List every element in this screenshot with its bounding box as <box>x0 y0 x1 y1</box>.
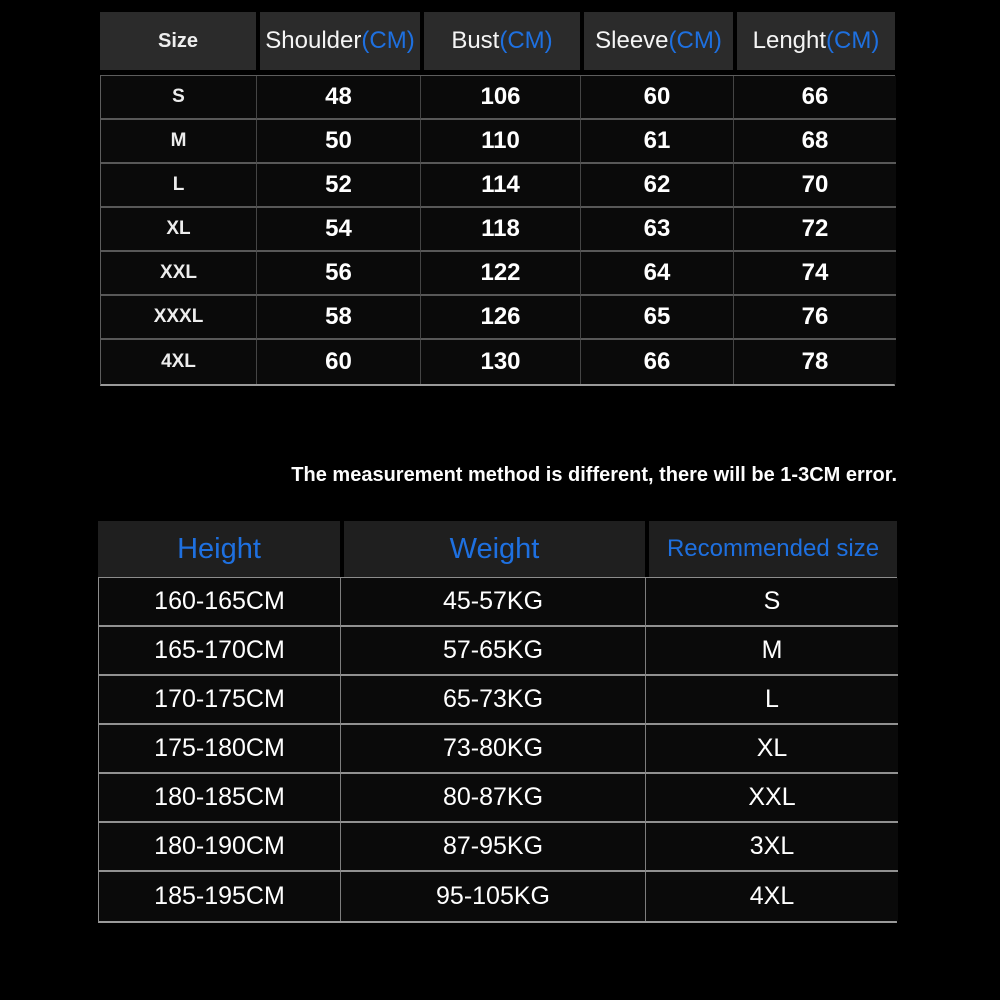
size-cell: 4XL <box>101 340 257 384</box>
size-cell: S <box>101 76 257 120</box>
shoulder-unit-label: (CM) <box>361 27 415 54</box>
fit-table-body <box>98 577 897 923</box>
bust-cell: 122 <box>421 252 581 296</box>
sleeve-unit-label: (CM) <box>668 27 722 54</box>
length-cell: 74 <box>734 252 896 296</box>
shoulder-cell: 54 <box>257 208 421 252</box>
length-cell: 70 <box>734 164 896 208</box>
bust-cell: 110 <box>421 120 581 164</box>
recommended-size-cell: XL <box>646 725 898 774</box>
weight-cell: 95-105KG <box>341 872 646 921</box>
size-column-header <box>100 12 256 70</box>
recommended-size-column-header: Recommended size <box>645 521 897 577</box>
measurement-error-note: The measurement method is different, there will be 1-3CM error. <box>291 464 897 486</box>
bust-column-header: Bust (CM) <box>420 12 580 70</box>
shoulder-cell: 48 <box>257 76 421 120</box>
recommended-size-cell: 4XL <box>646 872 898 921</box>
weight-cell: 87-95KG <box>341 823 646 872</box>
size-table-header-row <box>100 12 895 70</box>
weight-cell: 57-65KG <box>341 627 646 676</box>
weight-cell: 45-57KG <box>341 578 646 627</box>
bust-cell: 118 <box>421 208 581 252</box>
size-cell: XL <box>101 208 257 252</box>
height-column-header: Height <box>98 521 340 577</box>
bust-cell: 106 <box>421 76 581 120</box>
shoulder-cell: 58 <box>257 296 421 340</box>
size-cell: L <box>101 164 257 208</box>
sleeve-column-header: Sleeve (CM) <box>580 12 733 70</box>
shoulder-cell: 60 <box>257 340 421 384</box>
height-cell: 180-190CM <box>99 823 341 872</box>
length-cell: 66 <box>734 76 896 120</box>
bust-unit-label: (CM) <box>499 27 553 54</box>
length-cell: 78 <box>734 340 896 384</box>
height-cell: 165-170CM <box>99 627 341 676</box>
recommended-size-table <box>98 521 897 923</box>
size-column-header-label: Size <box>157 29 199 52</box>
recommended-size-cell: L <box>646 676 898 725</box>
height-cell: 185-195CM <box>99 872 341 921</box>
weight-cell: 65-73KG <box>341 676 646 725</box>
weight-cell: 73-80KG <box>341 725 646 774</box>
size-table-body <box>100 75 895 386</box>
recommended-size-cell: XXL <box>646 774 898 823</box>
recommended-size-cell: M <box>646 627 898 676</box>
sleeve-cell: 63 <box>581 208 734 252</box>
sleeve-cell: 61 <box>581 120 734 164</box>
weight-cell: 80-87KG <box>341 774 646 823</box>
bust-cell: 126 <box>421 296 581 340</box>
recommended-size-cell: 3XL <box>646 823 898 872</box>
size-cell: M <box>101 120 257 164</box>
weight-column-header: Weight <box>340 521 645 577</box>
length-column-header: Lenght (CM) <box>733 12 895 70</box>
sleeve-cell: 62 <box>581 164 734 208</box>
bust-cell: 130 <box>421 340 581 384</box>
height-cell: 175-180CM <box>99 725 341 774</box>
sleeve-cell: 66 <box>581 340 734 384</box>
length-unit-label: (CM) <box>826 27 880 54</box>
height-cell: 160-165CM <box>99 578 341 627</box>
shoulder-cell: 52 <box>257 164 421 208</box>
recommended-size-cell: S <box>646 578 898 627</box>
length-cell: 76 <box>734 296 896 340</box>
bust-cell: 114 <box>421 164 581 208</box>
fit-table-header-row <box>98 521 897 577</box>
length-cell: 72 <box>734 208 896 252</box>
height-cell: 180-185CM <box>99 774 341 823</box>
garment-size-table <box>100 12 895 386</box>
sleeve-cell: 60 <box>581 76 734 120</box>
height-cell: 170-175CM <box>99 676 341 725</box>
sleeve-cell: 64 <box>581 252 734 296</box>
shoulder-cell: 50 <box>257 120 421 164</box>
length-cell: 68 <box>734 120 896 164</box>
shoulder-cell: 56 <box>257 252 421 296</box>
sleeve-cell: 65 <box>581 296 734 340</box>
shoulder-column-header: Shoulder (CM) <box>256 12 420 70</box>
size-cell: XXL <box>101 252 257 296</box>
size-cell: XXXL <box>101 296 257 340</box>
